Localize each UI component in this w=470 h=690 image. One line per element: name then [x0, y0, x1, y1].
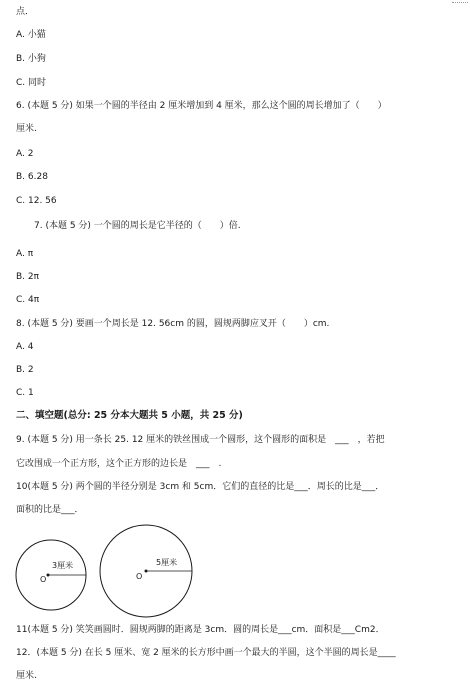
question-6-cont: 厘米. — [16, 124, 37, 134]
small-radius-label: 3厘米 — [52, 561, 74, 570]
option-c: C. 1 — [16, 388, 34, 398]
question-8: 8. (本题 5 分) 要画一个周长是 12. 56cm 的圆，圆规两脚应叉开（ ）cm. — [16, 319, 330, 329]
large-radius-label: 5厘米 — [156, 558, 178, 567]
option-a: A. 4 — [16, 342, 34, 352]
small-center-label: O — [40, 575, 47, 584]
question-10-cont: 面积的比是___． — [16, 505, 84, 515]
text-line: 点． — [16, 7, 35, 17]
section-heading: 二、填空题(总分: 25 分本大题共 5 小题，共 25 分) — [16, 410, 243, 421]
question-10: 10(本题 5 分) 两个圆的半径分别是 3cm 和 5cm．它们的直径的比是___．周长的比是___． — [16, 482, 385, 492]
option-a: A. 2 — [16, 149, 34, 159]
option-b: B. 2π — [16, 272, 40, 282]
option-b: B. 小狗 — [16, 54, 46, 64]
question-11: 11(本题 5 分) 笑笑画圆时．圆规两脚的距离是 3cm．圆的周长是___cm．面积是___Cm2． — [16, 625, 385, 635]
question-6: 6. (本题 5 分) 如果一个圆的半径由 2 厘米增加到 4 厘米，那么这个圆的周长增加了（ ） — [16, 101, 387, 111]
question-12-cont: 厘米. — [16, 671, 37, 681]
option-c: C. 12. 56 — [16, 196, 57, 206]
option-c: C. 同时 — [16, 78, 47, 88]
question-9-cont: 它改围成一个正方形，这个正方形的边长是 ___ . — [16, 459, 222, 469]
option-c: C. 4π — [16, 295, 40, 305]
question-7: 7. (本题 5 分) 一个圆的周长是它半径的（ ）倍. — [34, 221, 241, 231]
circles-figure — [0, 520, 240, 620]
large-center-label: O — [136, 572, 143, 581]
page-corner-mark — [452, 2, 468, 4]
option-a: A. π — [16, 249, 34, 259]
question-12: 12．(本题 5 分) 在长 5 厘米、宽 2 厘米的长方形中画一个最大的半圆，这个半圆的周长是____ — [16, 648, 396, 658]
option-b: B. 6.28 — [16, 172, 48, 182]
option-b: B. 2 — [16, 365, 34, 375]
option-a: A. 小猫 — [16, 30, 46, 40]
question-9: 9. (本题 5 分) 用一条长 25. 12 厘米的铁丝围成一个圆形，这个圆形的面积是 ___ ，若把 — [16, 435, 385, 445]
